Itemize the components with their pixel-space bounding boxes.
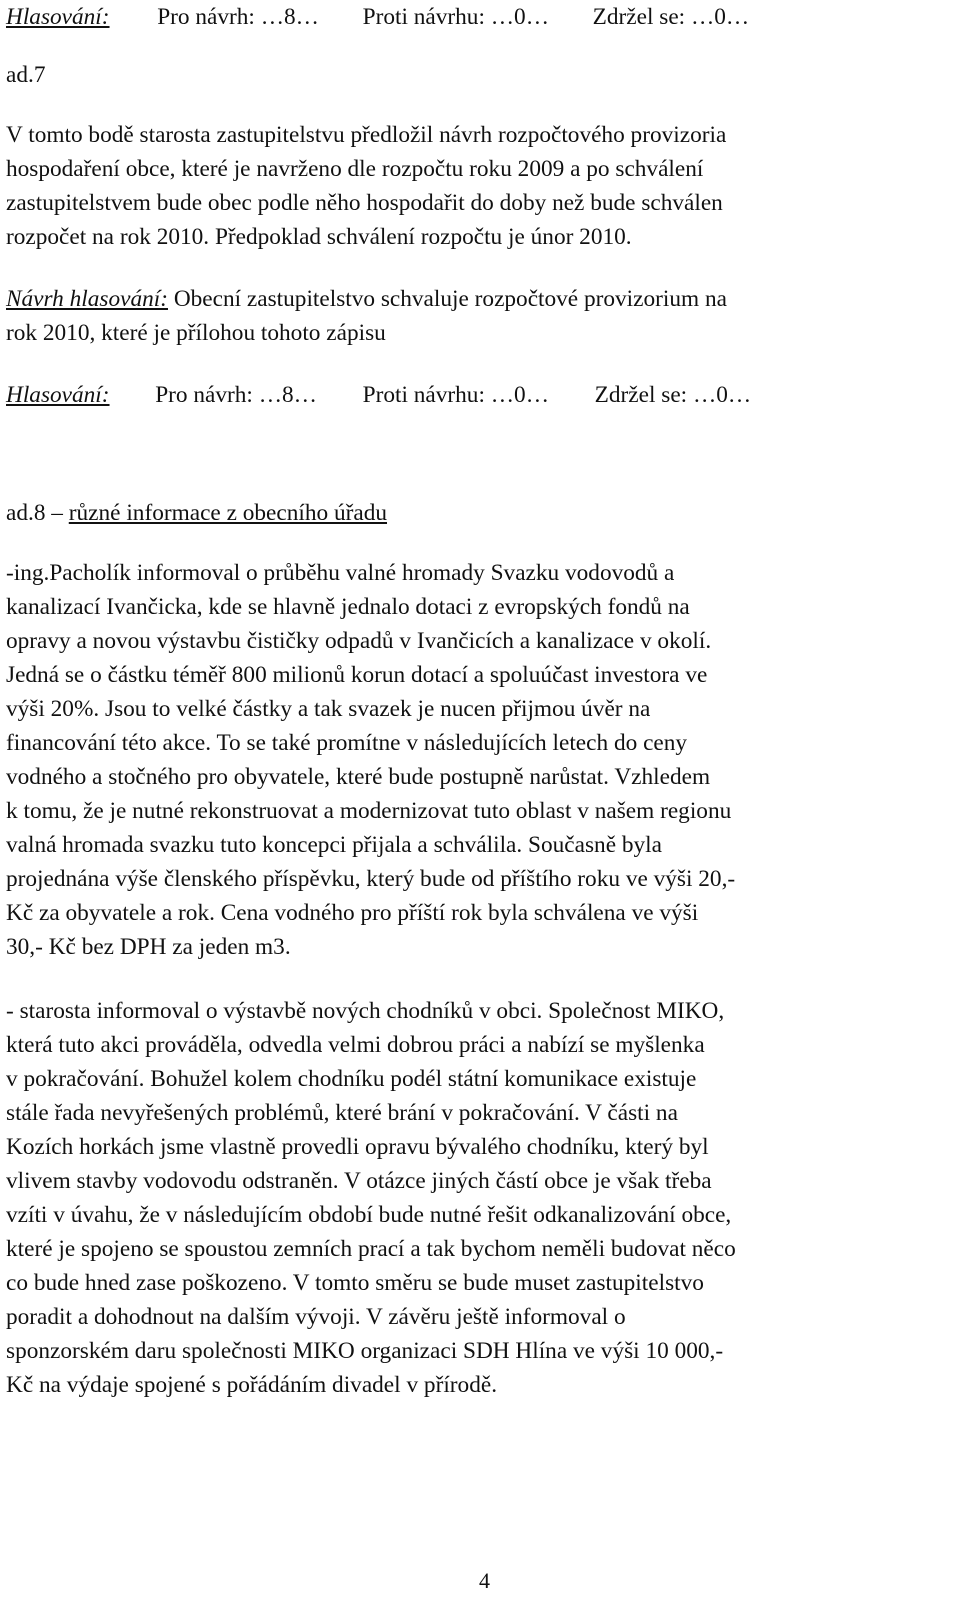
document-page — [6, 0, 946, 1597]
vote-pro: Pro návrh: …8… — [157, 4, 319, 30]
vote-proti: Proti návrhu: …0… — [362, 4, 549, 30]
item8-para2-line: sponzorském daru společnosti MIKO organizaci SDH Hlína ve výši 10 000,- — [6, 1338, 724, 1364]
item8-para2-line: které je spojeno se spoustou zemních prací a tak bychom neměli budovat něco — [6, 1236, 736, 1262]
item8-para1-line: k tomu, že je nutné rekonstruovat a modernizovat tuto oblast v našem regionu — [6, 798, 732, 824]
item8-para2-line: co bude hned zase poškozeno. V tomto směru se bude muset zastupitelstvo — [6, 1270, 704, 1296]
item8-heading-title: různé informace z obecního úřadu — [68, 500, 388, 526]
item8-para1-line: projednána výše členského příspěvku, který bude od příštího roku ve výši 20,- — [6, 866, 736, 892]
vote-pro: Pro návrh: …8… — [155, 382, 317, 408]
vote-line-top — [6, 0, 749, 34]
vote-line-item7 — [6, 378, 751, 412]
item8-para2-line: vlivem stavby vodovodu odstraněn. V otázce jiných částí obce je však třeba — [6, 1168, 712, 1194]
item7-text-line: zastupitelstvem bude obec podle něho hospodařit do doby než bude schválen — [6, 190, 723, 216]
item8-para1-line: financování této akce. To se také promítne v následujících letech do ceny — [6, 730, 688, 756]
item8-para1-line: kanalizací Ivančicka, kde se hlavně jednalo dotaci z evropských fondů na — [6, 594, 690, 620]
item8-para2-line: Kozích horkách jsme vlastně provedli opravu bývalého chodníku, který byl — [6, 1134, 709, 1160]
item7-text-line: hospodaření obce, které je navrženo dle rozpočtu roku 2009 a po schválení — [6, 156, 704, 182]
item8-para1-line: Kč za obyvatele a rok. Cena vodného pro příští rok byla schválena ve výši — [6, 900, 699, 926]
item7-text-line: rozpočet na rok 2010. Předpoklad schválení rozpočtu je únor 2010. — [6, 224, 632, 250]
item7-text-line: V tomto bodě starosta zastupitelstvu předložil návrh rozpočtového provizoria — [6, 122, 727, 148]
item7-heading: ad.7 — [6, 62, 46, 88]
item8-heading-prefix: ad.8 – — [6, 500, 69, 526]
item8-para2-line: která tuto akci prováděla, odvedla velmi dobrou práci a nabízí se myšlenka — [6, 1032, 705, 1058]
item8-para1-line: opravy a novou výstavbu čističky odpadů v Ivančicích a kanalizace v okolí. — [6, 628, 712, 654]
proposal-label: Návrh hlasování: — [6, 286, 168, 312]
item8-para1-line: valná hromada svazku tuto koncepci přijala a schválila. Současně byla — [6, 832, 662, 858]
item8-para2-line: v pokračování. Bohužel kolem chodníku podél státní komunikace existuje — [6, 1066, 697, 1092]
item8-para2-line: stále řada nevyřešených problémů, které brání v pokračování. V části na — [6, 1100, 678, 1126]
vote-label: Hlasování: — [6, 382, 110, 408]
vote-zdrzel: Zdržel se: …0… — [592, 4, 750, 30]
vote-proti: Proti návrhu: …0… — [362, 382, 549, 408]
item8-para1-line: vodného a stočného pro obyvatele, které bude postupně narůstat. Vzhledem — [6, 764, 711, 790]
item8-para1-line: -ing.Pacholík informoval o průběhu valné hromady Svazku vodovodů a — [6, 560, 675, 586]
vote-label: Hlasování: — [6, 4, 110, 30]
item8-para1-line: Jedná se o částku téměř 800 milionů korun dotací a spoluúčast investora ve — [6, 662, 708, 688]
item8-heading — [6, 496, 387, 530]
vote-zdrzel: Zdržel se: …0… — [594, 382, 752, 408]
item7-proposal-line-2: rok 2010, které je přílohou tohoto zápisu — [6, 320, 386, 346]
item8-para2-line: vzíti v úvahu, že v následujícím období bude nutné řešit odkanalizování obce, — [6, 1202, 732, 1228]
item8-para1-line: 30,- Kč bez DPH za jeden m3. — [6, 934, 291, 960]
item8-para2-line: poradit a dohodnout na dalším vývoji. V závěru ještě informoval o — [6, 1304, 626, 1330]
item8-para2-line: Kč na výdaje spojené s pořádáním divadel v přírodě. — [6, 1372, 498, 1398]
item7-proposal-line — [6, 282, 727, 316]
proposal-text: Obecní zastupitelstvo schvaluje rozpočtové provizorium na — [168, 286, 727, 312]
item8-para1-line: výši 20%. Jsou to velké částky a tak svazek je nucen přijmou úvěr na — [6, 696, 651, 722]
page-number: 4 — [479, 1568, 490, 1593]
item8-para2-line: - starosta informoval o výstavbě nových chodníků v obci. Společnost MIKO, — [6, 998, 725, 1024]
